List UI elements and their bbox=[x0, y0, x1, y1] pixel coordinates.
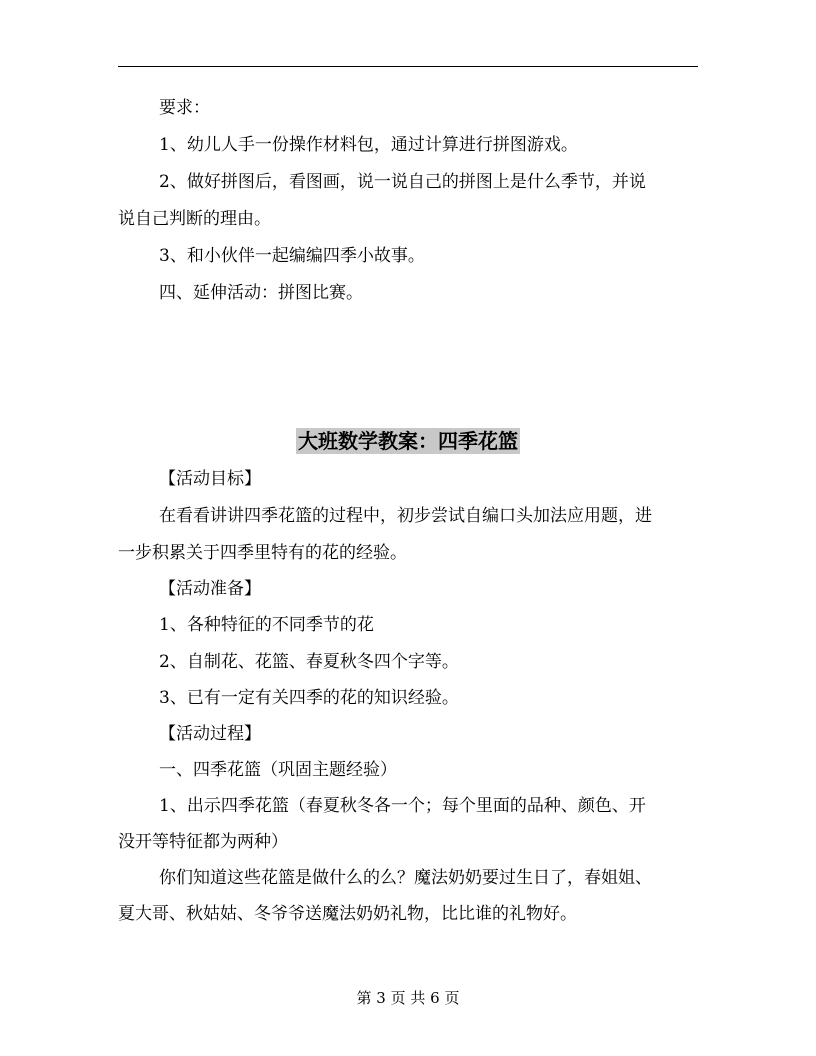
lesson-title bbox=[0, 428, 816, 454]
goal-line-2: 一步积累关于四季里特有的花的经验。 bbox=[118, 543, 407, 563]
step-one-heading: 一、四季花篮（巩固主题经验） bbox=[159, 760, 397, 780]
step1-line-1: 1、出示四季花篮（春夏秋冬各一个；每个里面的品种、颜色、开 bbox=[159, 796, 646, 816]
header-rule bbox=[118, 66, 698, 67]
extension-activity: 四、延伸活动：拼图比赛。 bbox=[159, 283, 363, 303]
goal-line-1: 在看看讲讲四季花篮的过程中，初步尝试自编口头加法应用题，进 bbox=[159, 506, 652, 526]
requirement-item-2-line-2: 说自己判断的理由。 bbox=[118, 209, 271, 229]
goal-heading: 【活动目标】 bbox=[159, 469, 261, 489]
prep-heading: 【活动准备】 bbox=[159, 579, 261, 599]
prep-item-2: 2、自制花、花篮、春夏秋冬四个字等。 bbox=[159, 652, 459, 672]
prep-item-1: 1、各种特征的不同季节的花 bbox=[159, 615, 374, 635]
story-line-2: 夏大哥、秋姑姑、冬爷爷送魔法奶奶礼物，比比谁的礼物好。 bbox=[118, 904, 577, 924]
lesson-title-text: 大班数学教案：四季花篮 bbox=[298, 429, 518, 453]
requirement-label: 要求： bbox=[159, 98, 210, 118]
step1-line-2: 没开等特征都为两种） bbox=[118, 832, 288, 852]
requirement-item-2-line-1: 2、做好拼图后，看图画，说一说自己的拼图上是什么季节，并说 bbox=[159, 172, 646, 192]
requirement-item-3: 3、和小伙伴一起编编四季小故事。 bbox=[159, 246, 425, 266]
process-heading: 【活动过程】 bbox=[159, 724, 261, 744]
story-line-1: 你们知道这些花篮是做什么的么？魔法奶奶要过生日了，春姐姐、 bbox=[159, 868, 652, 888]
page-number: 第 3 页 共 6 页 bbox=[356, 989, 460, 1007]
prep-item-3: 3、已有一定有关四季的花的知识经验。 bbox=[159, 688, 459, 708]
requirement-item-1: 1、幼儿人手一份操作材料包，通过计算进行拼图游戏。 bbox=[159, 135, 578, 155]
